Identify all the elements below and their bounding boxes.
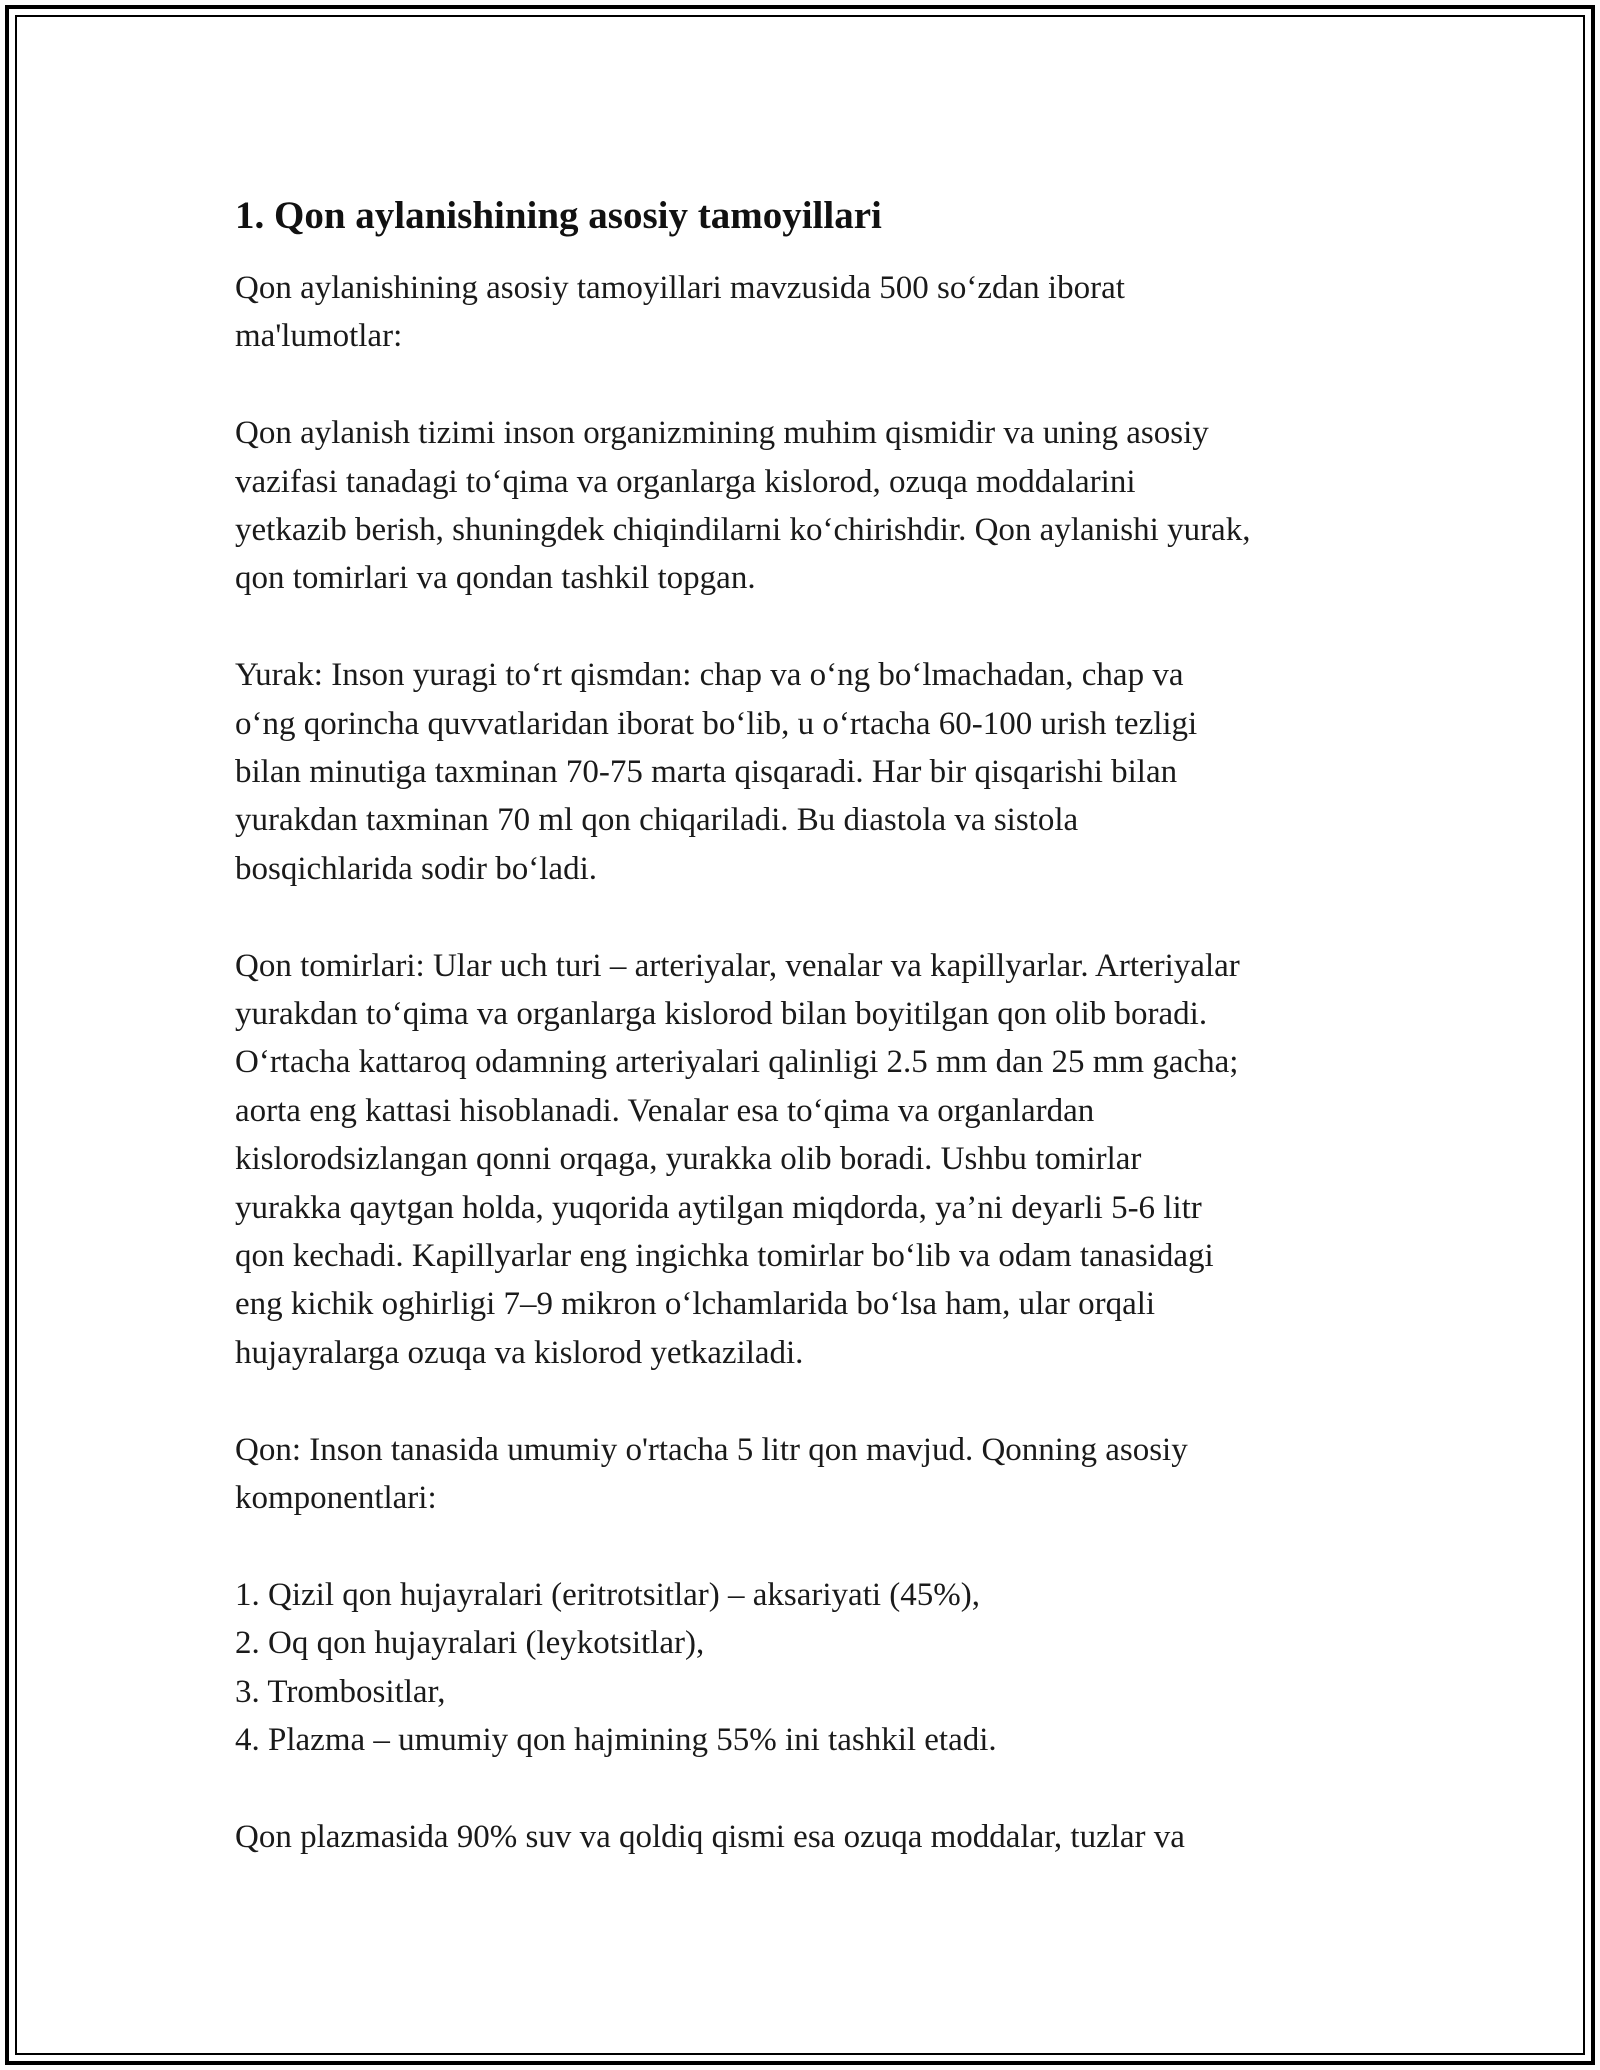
text-line: Yurak: Inson yuragi to‘rt qismdan: chap va o‘ng bo‘lmachadan, chap va — [235, 657, 1184, 694]
text-line: kislorodsizlangan qonni orqaga, yurakka olib boradi. Ushbu tomirlar — [235, 1141, 1142, 1178]
paragraph-gap — [235, 893, 1385, 941]
document-body — [235, 190, 1385, 1861]
paragraph — [235, 942, 1385, 1378]
paragraph — [235, 264, 1385, 361]
text-line: vazifasi tanadagi to‘qima va organlarga kislorod, ozuqa moddalarini — [235, 463, 1136, 500]
paragraph — [235, 1426, 1385, 1523]
text-line: aorta eng kattasi hisoblanadi. Venalar esa to‘qima va organlardan — [235, 1092, 1095, 1129]
text-line: yurakdan to‘qima va organlarga kislorod bilan boyitilgan qon olib boradi. — [235, 996, 1208, 1033]
text-line: yurakdan taxminan 70 ml qon chiqariladi. Bu diastola va sistola — [235, 802, 1079, 839]
text-line: hujayralarga ozuqa va kislorod yetkaziladi. — [235, 1334, 804, 1371]
text-line: 3. Trombositlar, — [235, 1673, 446, 1710]
text-line: komponentlari: — [235, 1480, 437, 1517]
text-line: qon tomirlari va qondan tashkil topgan. — [235, 560, 756, 597]
paragraph — [235, 409, 1385, 603]
text-line: bosqichlarida sodir bo‘ladi. — [235, 850, 598, 887]
text-line: qon kechadi. Kapillyarlar eng ingichka tomirlar bo‘lib va odam tanasidagi — [235, 1238, 1214, 1275]
document-heading: 1. Qon aylanishining asosiy tamoyillari — [235, 194, 882, 237]
paragraph-list — [235, 264, 1385, 1861]
text-line: O‘rtacha kattaroq odamning arteriyalari qalinligi 2.5 mm dan 25 mm gacha; — [235, 1044, 1239, 1081]
text-line: eng kichik oghirligi 7–9 mikron o‘lchamlarida bo‘lsa ham, ular orqali — [235, 1286, 1156, 1323]
paragraph — [235, 651, 1385, 893]
paragraph-gap — [235, 1523, 1385, 1571]
text-line: ma'lumotlar: — [235, 318, 403, 355]
paragraph — [235, 1813, 1385, 1861]
paragraph-gap — [235, 603, 1385, 651]
paragraph-gap — [235, 1377, 1385, 1425]
text-line: Qon plazmasida 90% suv va qoldiq qismi esa ozuqa moddalar, tuzlar va — [235, 1818, 1185, 1855]
text-line: o‘ng qorincha quvvatlaridan iborat bo‘lib, u o‘rtacha 60-100 urish tezligi — [235, 705, 1198, 742]
text-line: Qon: Inson tanasida umumiy o'rtacha 5 litr qon mavjud. Qonning asosiy — [235, 1431, 1188, 1468]
paragraph-gap — [235, 361, 1385, 409]
paragraph-gap — [235, 1765, 1385, 1813]
text-line: 1. Qizil qon hujayralari (eritrotsitlar) – aksariyati (45%), — [235, 1576, 980, 1613]
text-line: Qon tomirlari: Ular uch turi – arteriyalar, venalar va kapillyarlar. Arteriyalar — [235, 947, 1240, 984]
text-line: 4. Plazma – umumiy qon hajmining 55% ini tashkil etadi. — [235, 1722, 997, 1759]
text-line: Qon aylanish tizimi inson organizmining muhim qismidir va uning asosiy — [235, 415, 1209, 452]
text-line: Qon aylanishining asosiy tamoyillari mavzusida 500 so‘zdan iborat — [235, 270, 1125, 306]
text-line: yurakka qaytgan holda, yuqorida aytilgan miqdorda, ya’ni deyarli 5-6 litr — [235, 1189, 1202, 1226]
text-line: 2. Oq qon hujayralari (leykotsitlar), — [235, 1625, 705, 1662]
text-line: yetkazib berish, shuningdek chiqindilarni ko‘chirishdir. Qon aylanishi yurak, — [235, 512, 1251, 549]
paragraph — [235, 1571, 1385, 1765]
text-line: bilan minutiga taxminan 70-75 marta qisqaradi. Har bir qisqarishi bilan — [235, 754, 1178, 791]
